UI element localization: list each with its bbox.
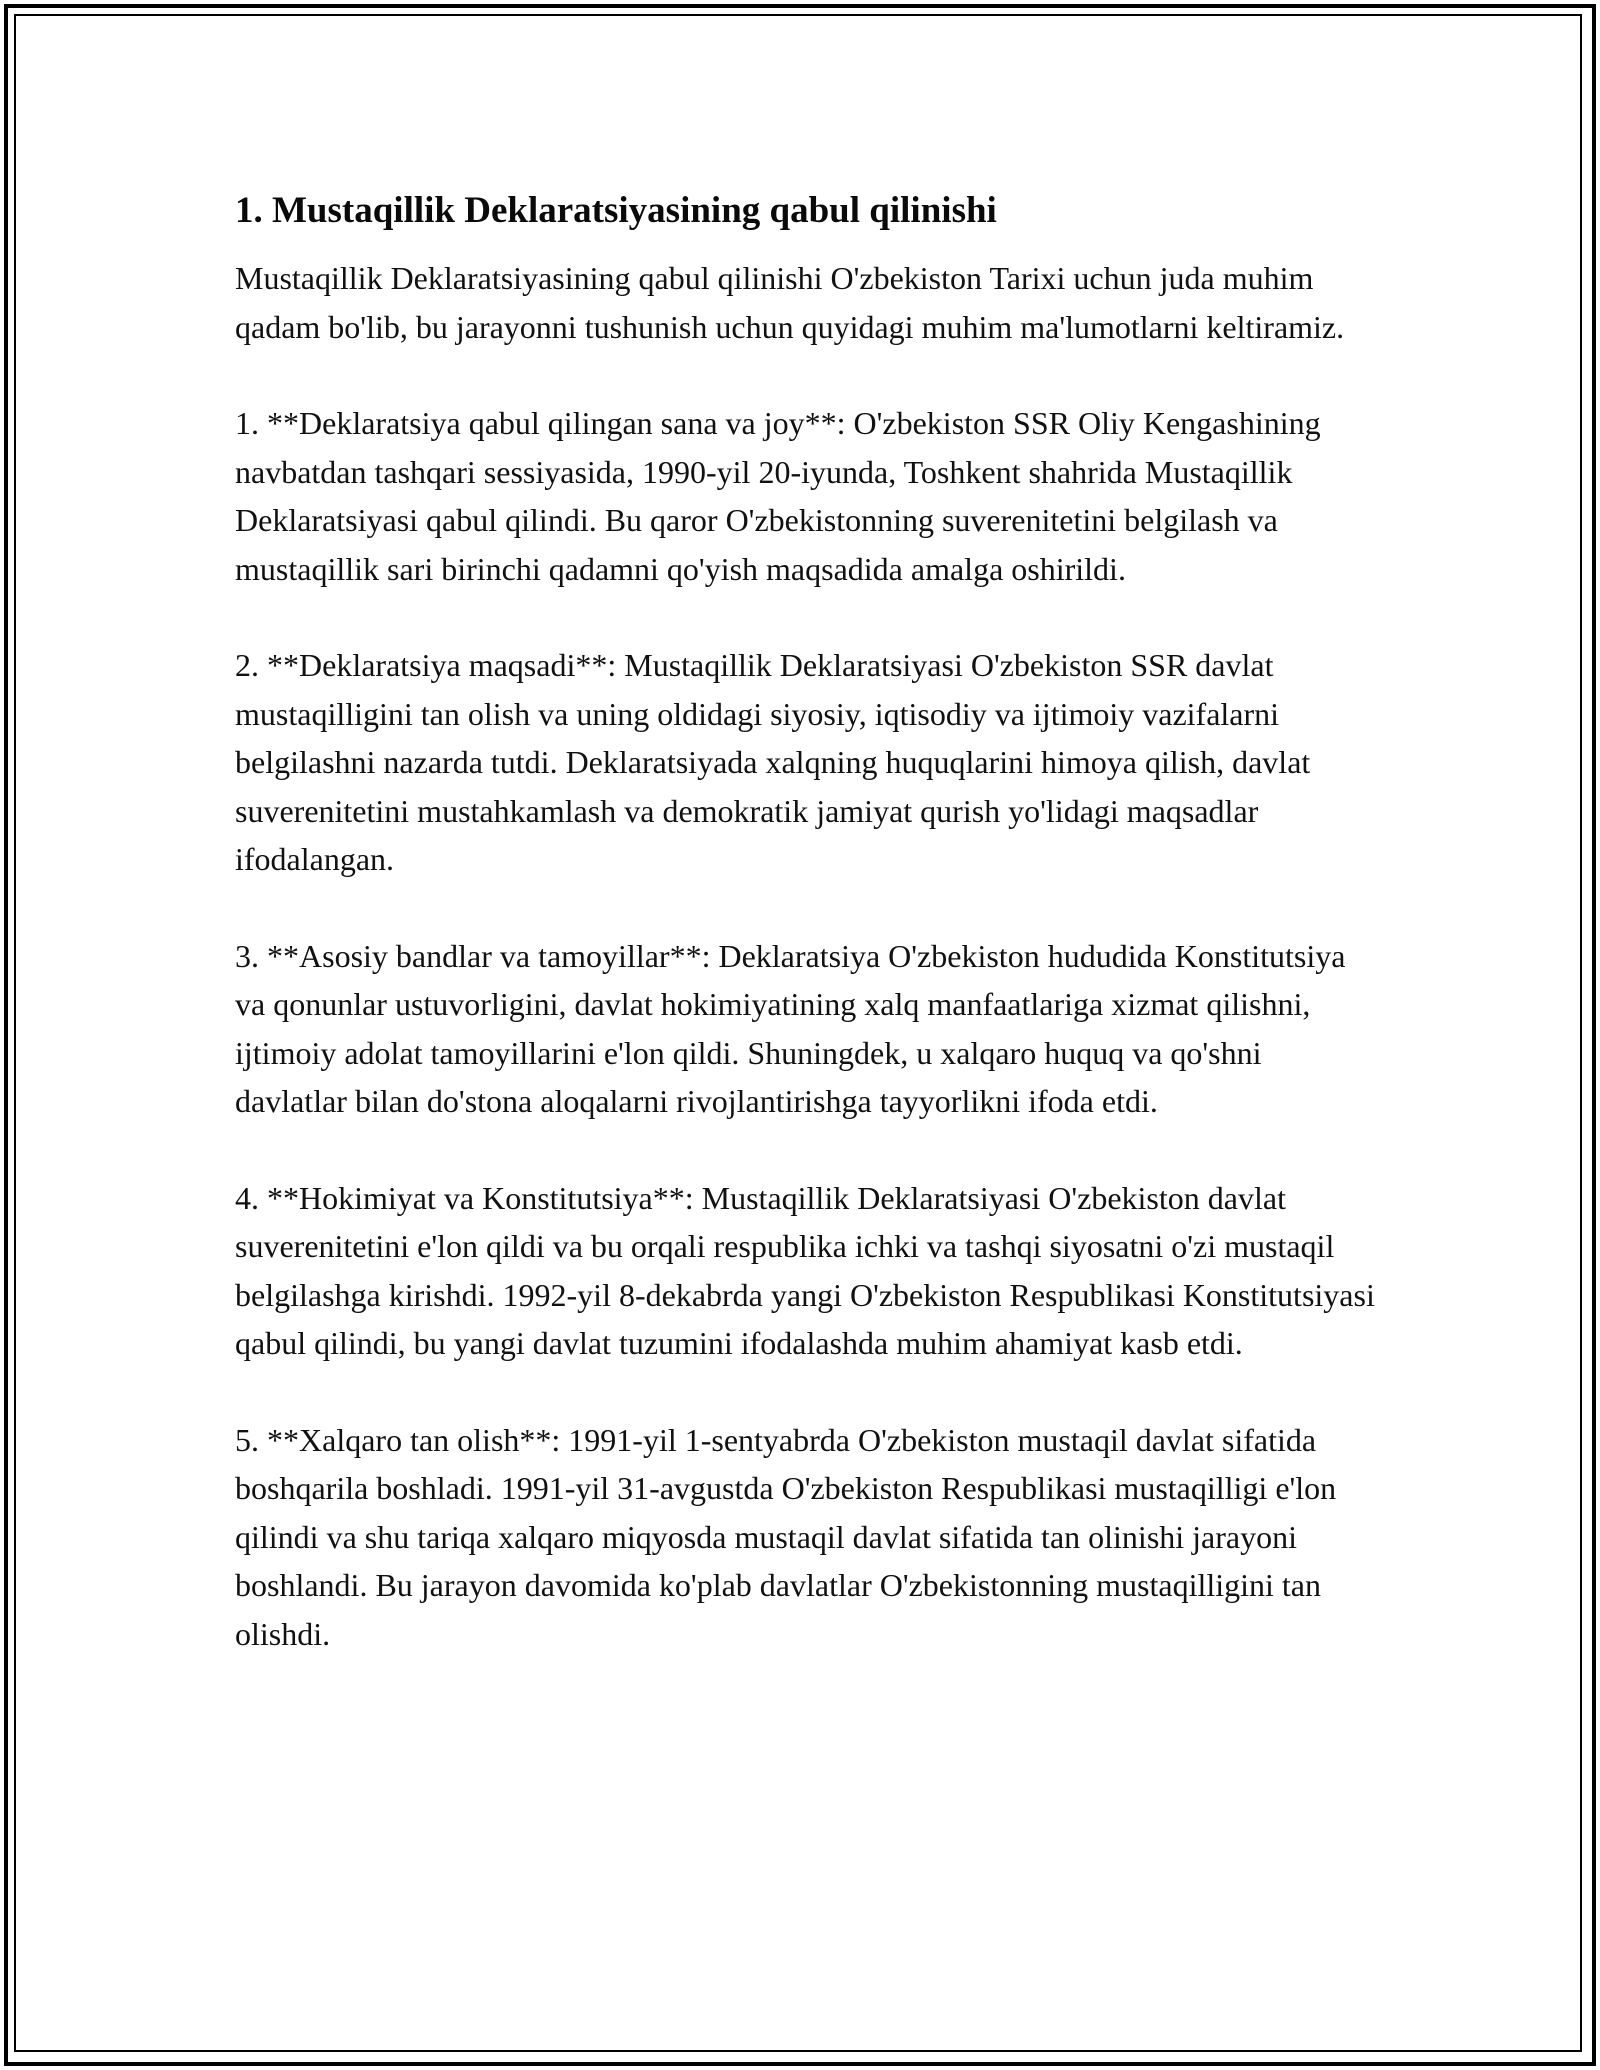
section-1-paragraph: 1. **Deklaratsiya qabul qilingan sana va joy**: O'zbekiston SSR Oliy Kengashining navbatdan tashqari sessiyasida, 1990-yil 20-iyunda, Toshkent shahrida Mustaqillik Deklaratsiyasi qabul qilindi. Bu qaror O'zbekistonning suverenitetini belgilash va mustaqillik sari birinchi qadamni qo'yish maqsadida amalga oshirildi. <box>235 405 1321 587</box>
document-body <box>235 186 1375 1706</box>
section-4-paragraph: 4. **Hokimiyat va Konstitutsiya**: Mustaqillik Deklaratsiyasi O'zbekiston davlat suverenitetini e'lon qildi va bu orqali respublika ichki va tashqi siyosatni o'zi mustaqil belgilashga kirishdi. 1992-yil 8-dekabrda yangi O'zbekiston Respublikasi Konstitutsiyasi qabul qilindi, bu yangi davlat tuzumini ifodalashda muhim ahamiyat kasb etdi. <box>235 1179 1375 1361</box>
section-5-paragraph: 5. **Xalqaro tan olish**: 1991-yil 1-sentyabrda O'zbekiston mustaqil davlat sifatida boshqarila boshladi. 1991-yil 31-avgustda O'zbekiston Respublikasi mustaqilligi e'lon qilindi va shu tariqa xalqaro miqyosda mustaqil davlat sifatida tan olinishi jarayoni boshlandi. Bu jarayon davomida ko'plab davlatlar O'zbekistonning mustaqilligini tan olishdi. <box>235 1421 1337 1652</box>
document-title: 1. Mustaqillik Deklaratsiyasining qabul qilinishi <box>235 190 997 231</box>
section-2-paragraph: 2. **Deklaratsiya maqsadi**: Mustaqillik Deklaratsiyasi O'zbekiston SSR davlat mustaqilligini tan olish va uning oldidagi siyosiy, iqtisodiy va ijtimoiy vazifalarni belgilashni nazarda tutdi. Deklaratsiyada xalqning huquqlarini himoya qilish, davlat suverenitetini mustahkamlash va demokratik jamiyat qurish yo'lidagi maqsadlar ifodalangan. <box>235 647 1311 877</box>
intro-paragraph: Mustaqillik Deklaratsiyasining qabul qilinishi O'zbekiston Tarixi uchun juda muhim qadam bo'lib, bu jarayonni tushunish uchun quyidagi muhim ma'lumotlarni keltiramiz. <box>235 260 1345 345</box>
section-3-paragraph: 3. **Asosiy bandlar va tamoyillar**: Deklaratsiya O'zbekiston hududida Konstitutsiya va qonunlar ustuvorligini, davlat hokimiyatining xalq manfaatlariga xizmat qilishni, ijtimoiy adolat tamoyillarini e'lon qildi. Shuningdek, u xalqaro huquq va qo'shni davlatlar bilan do'stona aloqalarni rivojlantirishga tayyorlikni ifoda etdi. <box>235 937 1346 1119</box>
